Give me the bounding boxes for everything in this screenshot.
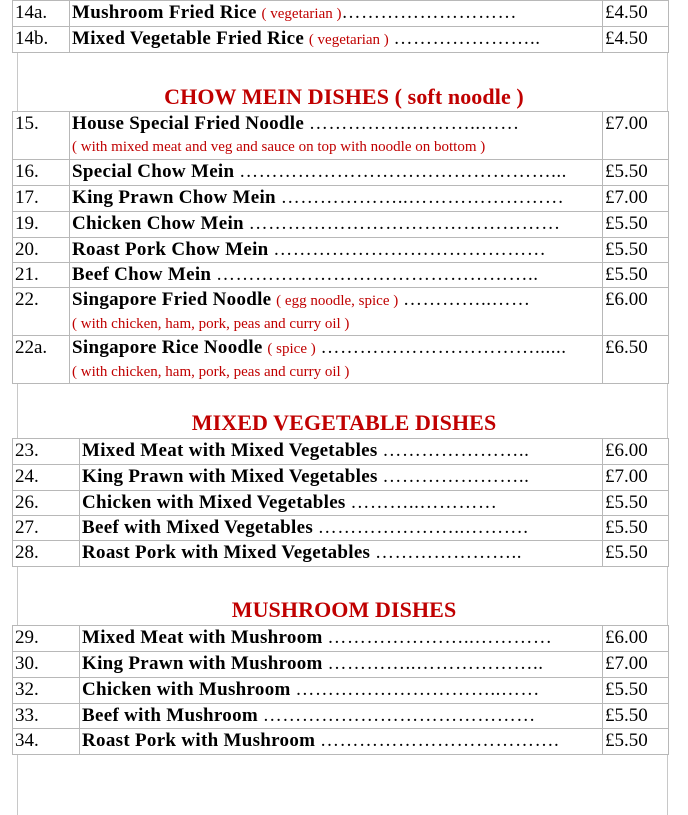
item-name: Chicken Chow Mein bbox=[72, 213, 244, 234]
item-description bbox=[70, 336, 603, 384]
item-number: 28. bbox=[13, 541, 80, 567]
dot-leader: ……………………………...... bbox=[320, 337, 567, 358]
menu-item-row bbox=[13, 212, 669, 238]
item-number: 33. bbox=[13, 704, 80, 729]
item-note: ( vegetarian ) bbox=[261, 6, 342, 22]
item-number: 23. bbox=[13, 439, 80, 465]
item-note: ( spice ) bbox=[267, 341, 316, 357]
item-price: £5.50 bbox=[603, 212, 669, 238]
item-description bbox=[70, 212, 603, 238]
item-number: 24. bbox=[13, 465, 80, 491]
menu-item-row bbox=[13, 238, 669, 263]
menu-item-row bbox=[13, 112, 669, 160]
menu-item-row bbox=[13, 288, 669, 336]
item-description bbox=[80, 541, 603, 567]
menu-item-row bbox=[13, 516, 669, 541]
item-price: £5.50 bbox=[603, 263, 669, 288]
dot-leader: ………………….. bbox=[382, 466, 530, 487]
item-description bbox=[80, 439, 603, 465]
dot-leader: …………………………………… bbox=[273, 239, 547, 260]
item-subnote: ( with mixed meat and veg and sauce on top with noodle on bottom ) bbox=[72, 139, 486, 155]
dot-leader: ………………………………………….. bbox=[216, 264, 539, 285]
item-description bbox=[80, 704, 603, 729]
item-name: Mixed Meat with Mixed Vegetables bbox=[82, 440, 378, 461]
item-price: £5.50 bbox=[603, 516, 669, 541]
section-heading-mixed-vegetable: MIXED VEGETABLE DISHES bbox=[191, 410, 497, 435]
item-name: Roast Pork with Mushroom bbox=[82, 730, 316, 751]
item-price: £5.50 bbox=[603, 491, 669, 516]
item-number: 19. bbox=[13, 212, 70, 238]
item-description bbox=[80, 652, 603, 678]
item-price: £6.00 bbox=[603, 626, 669, 652]
item-number: 34. bbox=[13, 729, 80, 755]
dot-leader: …………………………………… bbox=[262, 705, 536, 726]
item-number: 27. bbox=[13, 516, 80, 541]
section-heading-chow-mein: CHOW MEIN DISHES ( soft noodle ) bbox=[164, 84, 524, 109]
item-number: 16. bbox=[13, 160, 70, 186]
dot-leader: …………..…… bbox=[402, 289, 531, 310]
item-number: 26. bbox=[13, 491, 80, 516]
item-name: Beef Chow Mein bbox=[72, 264, 212, 285]
item-number: 30. bbox=[13, 652, 80, 678]
item-description bbox=[80, 465, 603, 491]
section-heading-mushroom: MUSHROOM DISHES bbox=[231, 597, 457, 622]
dot-leader: …………………..………. bbox=[317, 517, 529, 538]
item-name: Roast Pork Chow Mein bbox=[72, 239, 269, 260]
item-description bbox=[70, 186, 603, 212]
item-number: 14a. bbox=[13, 1, 70, 27]
item-price: £6.50 bbox=[603, 336, 669, 384]
menu-item-row bbox=[13, 263, 669, 288]
menu-item-row bbox=[13, 491, 669, 516]
dot-leader: ………………….. bbox=[393, 28, 541, 49]
item-name: Chicken with Mixed Vegetables bbox=[82, 492, 346, 513]
menu-item-row bbox=[13, 729, 669, 755]
menu-item-row bbox=[13, 465, 669, 491]
menu-item-row bbox=[13, 336, 669, 384]
menu-item-row bbox=[13, 652, 669, 678]
menu-table-fried-rice bbox=[12, 0, 669, 53]
item-price: £7.00 bbox=[603, 465, 669, 491]
item-name: Beef with Mushroom bbox=[82, 705, 259, 726]
item-number: 32. bbox=[13, 678, 80, 704]
item-price: £5.50 bbox=[603, 541, 669, 567]
item-name: King Prawn with Mixed Vegetables bbox=[82, 466, 378, 487]
item-number: 17. bbox=[13, 186, 70, 212]
dot-leader: ………………………………. bbox=[320, 730, 560, 751]
item-note: ( vegetarian ) bbox=[308, 32, 389, 48]
dot-leader: ……………………… bbox=[341, 2, 517, 23]
menu-table-mushroom bbox=[12, 625, 669, 755]
item-number: 22. bbox=[13, 288, 70, 336]
item-price: £4.50 bbox=[603, 27, 669, 53]
item-price: £5.50 bbox=[603, 729, 669, 755]
item-subnote: ( with chicken, ham, pork, peas and curry oil ) bbox=[72, 316, 350, 332]
item-description bbox=[70, 27, 603, 53]
item-description bbox=[70, 112, 603, 160]
item-description bbox=[80, 678, 603, 704]
item-description bbox=[70, 238, 603, 263]
dot-leader: …………….………..…… bbox=[308, 113, 520, 134]
dot-leader: ………..………… bbox=[350, 492, 498, 513]
item-price: £6.00 bbox=[603, 288, 669, 336]
item-price: £5.50 bbox=[603, 238, 669, 263]
item-number: 21. bbox=[13, 263, 70, 288]
dot-leader: ………………..…………………… bbox=[280, 187, 565, 208]
menu-item-row bbox=[13, 27, 669, 53]
item-name: House Special Fried Noodle bbox=[72, 113, 305, 134]
item-name: Singapore Fried Noodle bbox=[72, 289, 272, 310]
dot-leader: …………..……………….. bbox=[327, 653, 544, 674]
item-price: £5.50 bbox=[603, 160, 669, 186]
item-price: £6.00 bbox=[603, 439, 669, 465]
item-number: 22a. bbox=[13, 336, 70, 384]
item-description bbox=[70, 263, 603, 288]
item-name: Beef with Mixed Vegetables bbox=[82, 517, 314, 538]
dot-leader: ………………….. bbox=[382, 440, 530, 461]
item-price: £4.50 bbox=[603, 1, 669, 27]
menu-item-row bbox=[13, 678, 669, 704]
menu-item-row bbox=[13, 186, 669, 212]
item-description bbox=[80, 491, 603, 516]
item-price: £7.00 bbox=[603, 652, 669, 678]
item-description bbox=[70, 1, 603, 27]
menu-table-mixed-vegetable bbox=[12, 438, 669, 567]
item-note: ( egg noodle, spice ) bbox=[276, 293, 399, 309]
item-name: Mixed Meat with Mushroom bbox=[82, 627, 323, 648]
dot-leader: …………………………………………... bbox=[239, 161, 567, 182]
item-number: 29. bbox=[13, 626, 80, 652]
item-name: Roast Pork with Mixed Vegetables bbox=[82, 542, 371, 563]
item-description bbox=[70, 160, 603, 186]
item-name: Chicken with Mushroom bbox=[82, 679, 291, 700]
item-price: £7.00 bbox=[603, 186, 669, 212]
dot-leader: …………………..………… bbox=[327, 627, 553, 648]
menu-item-row bbox=[13, 704, 669, 729]
item-subnote: ( with chicken, ham, pork, peas and curry oil ) bbox=[72, 364, 350, 380]
item-price: £5.50 bbox=[603, 678, 669, 704]
item-number: 20. bbox=[13, 238, 70, 263]
item-price: £5.50 bbox=[603, 704, 669, 729]
menu-item-row bbox=[13, 1, 669, 27]
item-number: 14b. bbox=[13, 27, 70, 53]
item-name: King Prawn Chow Mein bbox=[72, 187, 276, 208]
dot-leader: ………………….. bbox=[375, 542, 523, 563]
item-name: Singapore Rice Noodle bbox=[72, 337, 263, 358]
dot-leader: ………………………………………… bbox=[248, 213, 561, 234]
menu-table-chow-mein bbox=[12, 111, 669, 384]
dot-leader: …………………………..…… bbox=[295, 679, 540, 700]
item-description bbox=[80, 626, 603, 652]
item-name: Mushroom Fried Rice bbox=[72, 2, 257, 23]
item-description bbox=[80, 516, 603, 541]
item-name: Mixed Vegetable Fried Rice bbox=[72, 28, 305, 49]
menu-item-row bbox=[13, 160, 669, 186]
menu-item-row bbox=[13, 541, 669, 567]
item-price: £7.00 bbox=[603, 112, 669, 160]
item-name: King Prawn with Mushroom bbox=[82, 653, 323, 674]
menu-item-row bbox=[13, 439, 669, 465]
item-name: Special Chow Mein bbox=[72, 161, 235, 182]
item-number: 15. bbox=[13, 112, 70, 160]
item-description bbox=[80, 729, 603, 755]
item-description bbox=[70, 288, 603, 336]
menu-item-row bbox=[13, 626, 669, 652]
